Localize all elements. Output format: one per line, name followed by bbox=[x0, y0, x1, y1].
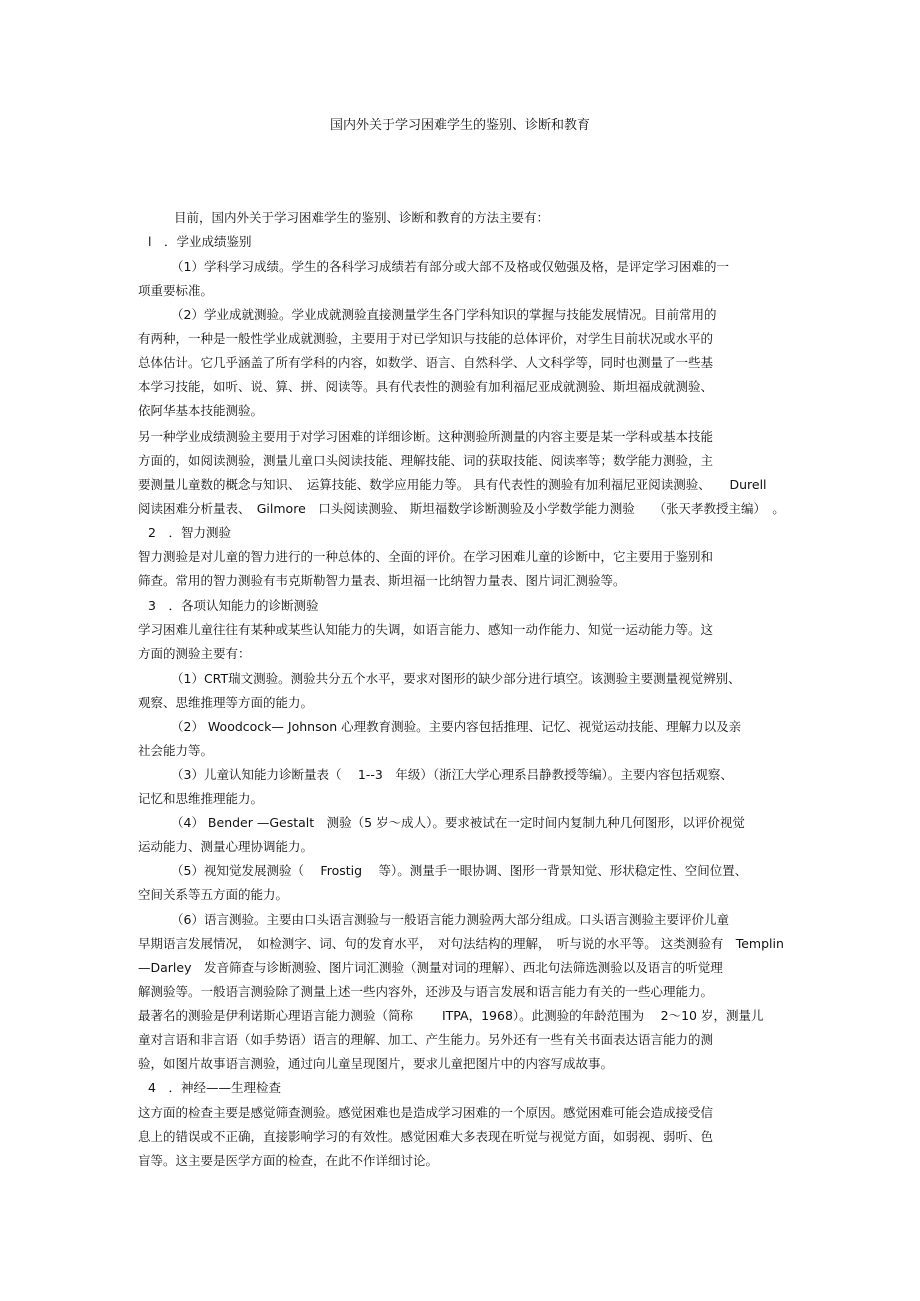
text-line: 运动能力、测量心理协调能力。 bbox=[138, 839, 314, 854]
text-line: 社会能力等。 bbox=[138, 743, 214, 758]
text-line: （4） Bender —Gestalt 测验（5 岁～成人）。要求被试在一定时间内复制九种几何图形，以评价视觉 bbox=[171, 815, 745, 830]
text-line: 智力测验是对儿童的智力进行的一种总体的、全面的评价。在学习困难儿童的诊断中，它主要用于鉴别和 bbox=[138, 549, 714, 564]
text-line: （1）学科学习成绩。学生的各科学习成绩若有部分或大部不及格或仅勉强及格，是评定学习困难的一 bbox=[171, 259, 729, 274]
text-line: 筛查。常用的智力测验有韦克斯勒智力量表、斯坦福一比纳智力量表、图片词汇测验等。 bbox=[138, 573, 626, 588]
text-line: 方面的测验主要有： bbox=[138, 646, 251, 661]
text-line: 验，如图片故事语言测验，通过向儿童呈现图片，要求儿童把图片中的内容写成故事。 bbox=[138, 1056, 614, 1071]
text-line: 有两种，一种是一般性学业成就测验，主要用于对已学知识与技能的总体评价，对学生目前状况或水平的 bbox=[138, 331, 714, 346]
text-line: 3 ．各项认知能力的诊断测验 bbox=[148, 598, 319, 613]
text-line: （3）儿童认知能力诊断量表（ 1--3 年级）（浙江大学心理系吕静教授等编）。主要内容包括观察、 bbox=[171, 767, 733, 782]
text-line: 息上的错误或不正确，直接影响学习的有效性。感觉困难大多表现在听觉与视觉方面，如弱视、弱听、色 bbox=[138, 1129, 714, 1144]
text-line: 目前，国内外关于学习困难学生的鉴别、诊断和教育的方法主要有： bbox=[174, 210, 550, 225]
text-line: 总体估计。它几乎涵盖了所有学科的内容，如数学、语言、自然科学、人文科学等，同时也测量了一些基 bbox=[138, 355, 714, 370]
text-line: 本学习技能，如听、说、算、拼、阅读等。具有代表性的测验有加利福尼亚成就测验、斯坦福成就测验、 bbox=[138, 379, 714, 394]
text-line: 项重要标准。 bbox=[138, 283, 214, 298]
text-line: 空间关系等五方面的能力。 bbox=[138, 887, 289, 902]
text-line: （1）CRT瑞文测验。测验共分五个水平，要求对图形的缺少部分进行填空。该测验主要测量视觉辨别、 bbox=[171, 671, 741, 686]
text-line: 解测验等。一般语言测验除了测量上述一些内容外，还涉及与语言发展和语言能力有关的一些心理能力。 bbox=[138, 984, 714, 999]
text-line: （5）视知觉发展测验（ Frostig 等）。测量手一眼协调、图形一背景知觉、形状稳定性、空间位置、 bbox=[171, 863, 748, 878]
text-line: 阅读困难分析量表、 Gilmore 口头阅读测验、 斯坦福数学诊断测验及小学数学能力测验 （张天孝教授主编） 。 bbox=[138, 501, 785, 516]
text-line: 依阿华基本技能测验。 bbox=[138, 403, 264, 418]
text-line: （6）语言测验。主要由口头语言测验与一般语言能力测验两大部分组成。口头语言测验主要评价儿童 bbox=[171, 912, 729, 927]
text-line: 盲等。这主要是医学方面的检查，在此不作详细讨论。 bbox=[138, 1153, 439, 1168]
document-title: 国内外关于学习困难学生的鉴别、诊断和教育 bbox=[329, 118, 590, 133]
text-line: 早期语言发展情况， 如检测字、词、句的发育水平， 对句法结构的理解， 听与说的水平等。 这类测验有 Templin bbox=[138, 936, 784, 951]
text-line: 要测量儿童数的概念与知识、 运算技能、数学应用能力等。 具有代表性的测验有加利福尼亚阅读测验、 Durell bbox=[138, 477, 767, 492]
text-line: 这方面的检查主要是感觉筛查测验。感觉困难也是造成学习困难的一个原因。感觉困难可能会造成接受信 bbox=[138, 1105, 714, 1120]
text-line: 记忆和思维推理能力。 bbox=[138, 791, 264, 806]
text-line: 最著名的测验是伊利诺斯心理语言能力测验（简称 ITPA，1968）。此测验的年龄范围为 2～10 岁，测量儿 bbox=[138, 1008, 764, 1023]
text-line: 2 ．智力测验 bbox=[148, 525, 231, 540]
text-line: （2） Woodcock— Johnson 心理教育测验。主要内容包括推理、记忆、视觉运动技能、理解力以及亲 bbox=[171, 719, 742, 734]
text-line: 4 ．神经——生理检查 bbox=[148, 1080, 281, 1095]
text-line: 另一种学业成绩测验主要用于对学习困难的详细诊断。这种测验所测量的内容主要是某一学科或基本技能 bbox=[138, 429, 714, 444]
text-line: —Darley 发音筛查与诊断测验、图片词汇测验（测量对词的理解）、西北句法筛选测验以及语言的听觉理 bbox=[138, 960, 723, 975]
text-line: 观察、思维推理等方面的能力。 bbox=[138, 695, 314, 710]
text-line: 方面的，如阅读测验，测量儿童口头阅读技能、理解技能、词的获取技能、阅读率等；数学能力测验，主 bbox=[138, 453, 714, 468]
text-line: （2）学业成就测验。学业成就测验直接测量学生各门学科知识的掌握与技能发展情况。目前常用的 bbox=[171, 307, 717, 322]
text-line: 学习困难儿童往往有某种或某些认知能力的失调，如语言能力、感知一动作能力、知觉一运动能力等。这 bbox=[138, 622, 714, 637]
text-line: l ．学业成绩鉴别 bbox=[148, 234, 252, 249]
text-line: 童对言语和非言语（如手势语）语言的理解、加工、产生能力。另外还有一些有关书面表达语言能力的测 bbox=[138, 1032, 714, 1047]
